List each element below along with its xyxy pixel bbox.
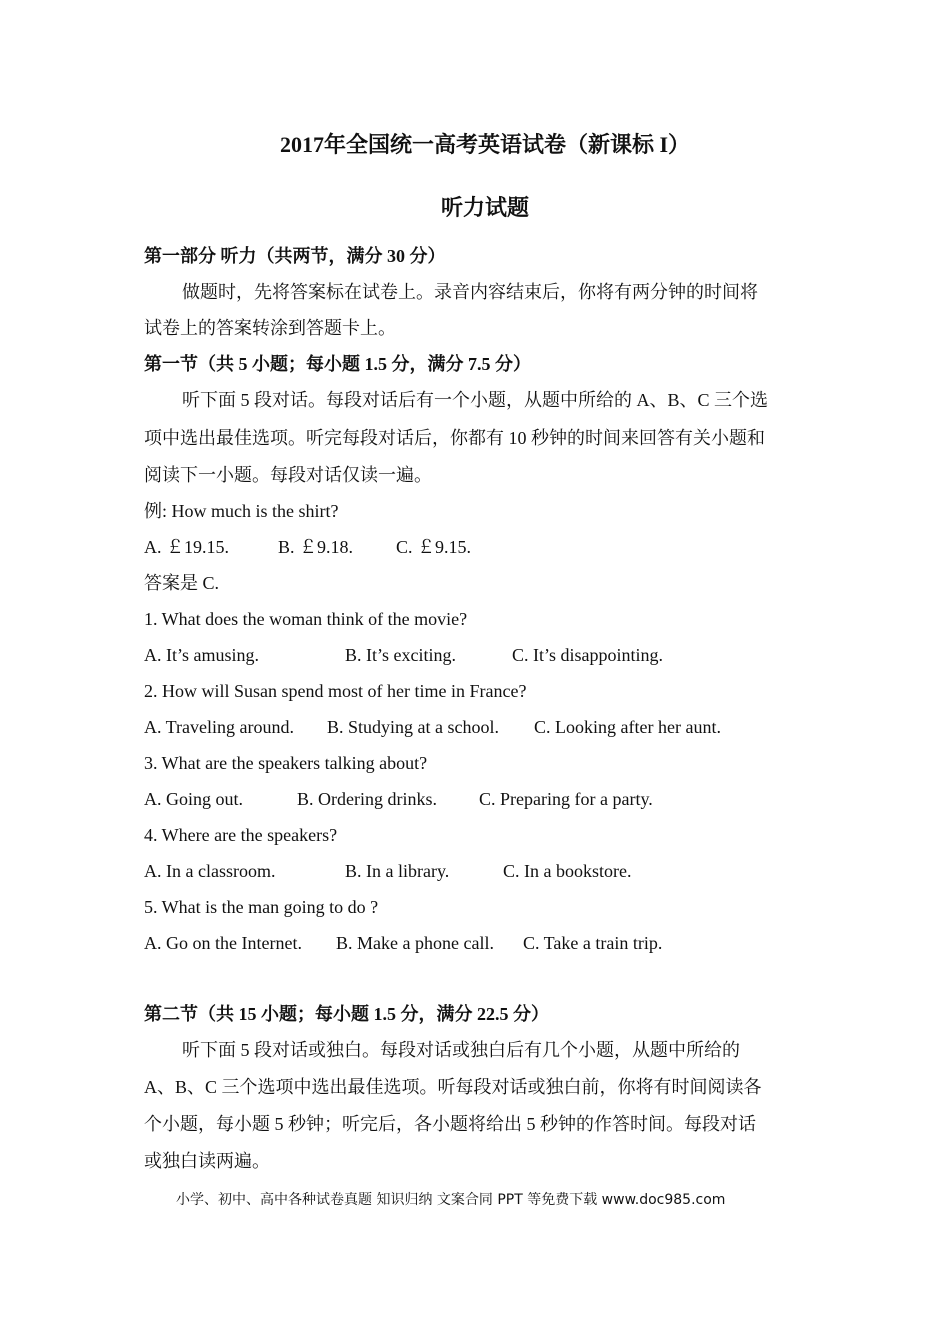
question-text: 4. Where are the speakers? <box>144 825 338 845</box>
answer-option: B. In a library. <box>345 861 450 881</box>
section2-instruction-line: 或独白读两遍。 <box>144 1151 270 1171</box>
section2-instruction-line: 个小题，每小题 5 秒钟；听完后，各小题将给出 5 秒钟的作答时间。每段对话 <box>144 1114 756 1134</box>
example-option: A. ￡19.15. <box>144 537 229 557</box>
section1-heading: 第一节（共 5 小题；每小题 1.5 分，满分 7.5 分） <box>144 354 531 374</box>
answer-option: B. Ordering drinks. <box>297 789 437 809</box>
answer-option: C. Preparing for a party. <box>479 789 653 809</box>
section2-heading: 第二节（共 15 小题；每小题 1.5 分，满分 22.5 分） <box>144 1004 549 1024</box>
answer-option: C. Take a train trip. <box>523 933 663 953</box>
example-option: B. ￡9.18. <box>278 537 354 557</box>
answer-option: C. It’s disappointing. <box>512 645 664 665</box>
page-title: 2017年全国统一高考英语试卷（新课标 I） <box>279 132 691 157</box>
example-option: C. ￡9.15. <box>396 537 472 557</box>
question-text: 5. What is the man going to do ? <box>144 897 379 917</box>
answer-option: C. In a bookstore. <box>503 861 632 881</box>
answer-option: B. Studying at a school. <box>327 717 499 737</box>
section1-instruction-line: 阅读下一小题。每段对话仅读一遍。 <box>144 465 432 485</box>
question-text: 2. How will Susan spend most of her time in France? <box>144 681 527 701</box>
question-text: 1. What does the woman think of the movie? <box>144 609 468 629</box>
example-answer: 答案是 C. <box>144 573 220 593</box>
answer-option: A. Traveling around. <box>144 717 294 737</box>
part1-instruction-line: 做题时，先将答案标在试卷上。录音内容结束后，你将有两分钟的时间将 <box>182 282 758 302</box>
answer-option: C. Looking after her aunt. <box>534 717 721 737</box>
answer-option: A. In a classroom. <box>144 861 276 881</box>
part1-heading: 第一部分 听力（共两节，满分 30 分） <box>144 246 446 266</box>
section2-instruction-line: A、B、C 三个选项中选出最佳选项。听每段对话或独白前，你将有时间阅读各 <box>144 1077 762 1097</box>
section1-instruction-line: 听下面 5 段对话。每段对话后有一个小题，从题中所给的 A、B、C 三个选 <box>182 390 769 410</box>
section2-instruction-line: 听下面 5 段对话或独白。每段对话或独白后有几个小题，从题中所给的 <box>182 1040 740 1060</box>
answer-option: A. Go on the Internet. <box>144 933 302 953</box>
page-subtitle: 听力试题 <box>440 195 529 220</box>
part1-instruction-line: 试卷上的答案转涂到答题卡上。 <box>144 318 396 338</box>
answer-option: B. Make a phone call. <box>336 933 494 953</box>
example-question: 例: How much is the shirt? <box>144 501 339 521</box>
question-text: 3. What are the speakers talking about? <box>144 753 428 773</box>
section1-instruction-line: 项中选出最佳选项。听完每段对话后，你都有 10 秒钟的时间来回答有关小题和 <box>144 428 765 448</box>
answer-option: B. It’s exciting. <box>345 645 456 665</box>
page-footer: 小学、初中、高中各种试卷真题 知识归纳 文案合同 PPT 等免费下载 www.doc985.com <box>176 1192 726 1208</box>
answer-option: A. It’s amusing. <box>144 645 259 665</box>
answer-option: A. Going out. <box>144 789 243 809</box>
